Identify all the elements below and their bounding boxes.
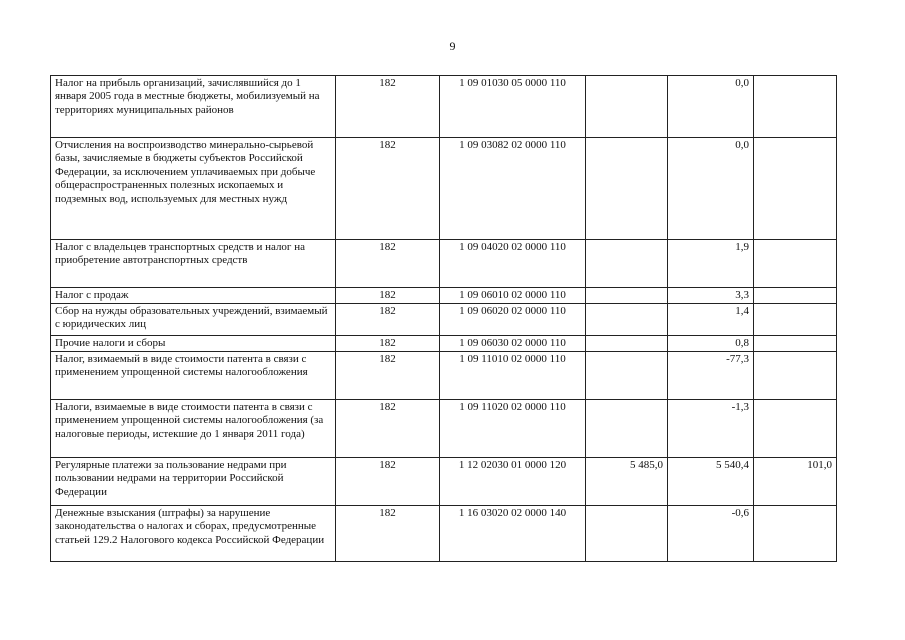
budget-code-cell: 1 09 06010 02 0000 110 bbox=[440, 288, 586, 304]
percent-cell bbox=[754, 138, 837, 240]
percent-cell: 101,0 bbox=[754, 458, 837, 506]
fact-value-cell: 1,9 bbox=[668, 240, 754, 288]
admin-code-cell: 182 bbox=[336, 352, 440, 400]
budget-code-cell: 1 09 01030 05 0000 110 bbox=[440, 76, 586, 138]
admin-code-cell: 182 bbox=[336, 458, 440, 506]
plan-value-cell bbox=[586, 352, 668, 400]
percent-cell bbox=[754, 76, 837, 138]
plan-value-cell: 5 485,0 bbox=[586, 458, 668, 506]
budget-code-cell: 1 12 02030 01 0000 120 bbox=[440, 458, 586, 506]
percent-cell bbox=[754, 288, 837, 304]
revenue-name-cell: Сбор на нужды образовательных учреждений, взимаемый с юридических лиц bbox=[51, 304, 336, 336]
revenue-table bbox=[50, 75, 837, 562]
admin-code-cell: 182 bbox=[336, 138, 440, 240]
fact-value-cell: 3,3 bbox=[668, 288, 754, 304]
plan-value-cell bbox=[586, 240, 668, 288]
revenue-name-cell: Регулярные платежи за пользование недрами при пользовании недрами на территории Российской Федерации bbox=[51, 458, 336, 506]
table-row bbox=[51, 304, 837, 336]
percent-cell bbox=[754, 336, 837, 352]
revenue-name-cell: Налог с продаж bbox=[51, 288, 336, 304]
percent-cell bbox=[754, 400, 837, 458]
admin-code-cell: 182 bbox=[336, 288, 440, 304]
table-row bbox=[51, 506, 837, 562]
table-row bbox=[51, 76, 837, 138]
budget-code-cell: 1 09 03082 02 0000 110 bbox=[440, 138, 586, 240]
revenue-name-cell: Налог, взимаемый в виде стоимости патента в связи с применением упрощенной системы налогообложения bbox=[51, 352, 336, 400]
revenue-name-cell: Налог на прибыль организаций, зачислявшийся до 1 января 2005 года в местные бюджеты, мобилизуемый на территориях муниципальных районов bbox=[51, 76, 336, 138]
admin-code-cell: 182 bbox=[336, 400, 440, 458]
table-row bbox=[51, 288, 837, 304]
plan-value-cell bbox=[586, 288, 668, 304]
plan-value-cell bbox=[586, 336, 668, 352]
percent-cell bbox=[754, 352, 837, 400]
fact-value-cell: 0,0 bbox=[668, 138, 754, 240]
fact-value-cell: -1,3 bbox=[668, 400, 754, 458]
revenue-name-cell: Налог с владельцев транспортных средств и налог на приобретение автотранспортных средств bbox=[51, 240, 336, 288]
budget-code-cell: 1 09 11020 02 0000 110 bbox=[440, 400, 586, 458]
budget-code-cell: 1 09 04020 02 0000 110 bbox=[440, 240, 586, 288]
fact-value-cell: -0,6 bbox=[668, 506, 754, 562]
budget-code-cell: 1 09 06020 02 0000 110 bbox=[440, 304, 586, 336]
table-row bbox=[51, 352, 837, 400]
page-number: 9 bbox=[449, 39, 456, 53]
plan-value-cell bbox=[586, 400, 668, 458]
fact-value-cell: 0,0 bbox=[668, 76, 754, 138]
revenue-name-cell: Прочие налоги и сборы bbox=[51, 336, 336, 352]
percent-cell bbox=[754, 304, 837, 336]
admin-code-cell: 182 bbox=[336, 304, 440, 336]
admin-code-cell: 182 bbox=[336, 506, 440, 562]
table-row bbox=[51, 400, 837, 458]
percent-cell bbox=[754, 240, 837, 288]
fact-value-cell: 0,8 bbox=[668, 336, 754, 352]
percent-cell bbox=[754, 506, 837, 562]
plan-value-cell bbox=[586, 76, 668, 138]
budget-code-cell: 1 09 11010 02 0000 110 bbox=[440, 352, 586, 400]
budget-code-cell: 1 16 03020 02 0000 140 bbox=[440, 506, 586, 562]
plan-value-cell bbox=[586, 304, 668, 336]
table-row bbox=[51, 138, 837, 240]
fact-value-cell: 5 540,4 bbox=[668, 458, 754, 506]
plan-value-cell bbox=[586, 138, 668, 240]
admin-code-cell: 182 bbox=[336, 76, 440, 138]
table-row bbox=[51, 336, 837, 352]
admin-code-cell: 182 bbox=[336, 240, 440, 288]
revenue-name-cell: Налоги, взимаемые в виде стоимости патента в связи с применением упрощенной системы налогообложения (за налоговые периоды, истекшие до 1 января 2011 года) bbox=[51, 400, 336, 458]
fact-value-cell: 1,4 bbox=[668, 304, 754, 336]
table-row bbox=[51, 458, 837, 506]
budget-code-cell: 1 09 06030 02 0000 110 bbox=[440, 336, 586, 352]
fact-value-cell: -77,3 bbox=[668, 352, 754, 400]
revenue-name-cell: Денежные взыскания (штрафы) за нарушение законодательства о налогах и сборах, предусмотренные статьей 129.2 Налогового кодекса Российской Федерации bbox=[51, 506, 336, 562]
table-row bbox=[51, 240, 837, 288]
plan-value-cell bbox=[586, 506, 668, 562]
admin-code-cell: 182 bbox=[336, 336, 440, 352]
revenue-name-cell: Отчисления на воспроизводство минерально-сырьевой базы, зачисляемые в бюджеты субъектов Российской Федерации, за исключением уплачиваемых при добыче общераспространенных полезных ископаемых и подземных вод, используемых для местных нужд bbox=[51, 138, 336, 240]
